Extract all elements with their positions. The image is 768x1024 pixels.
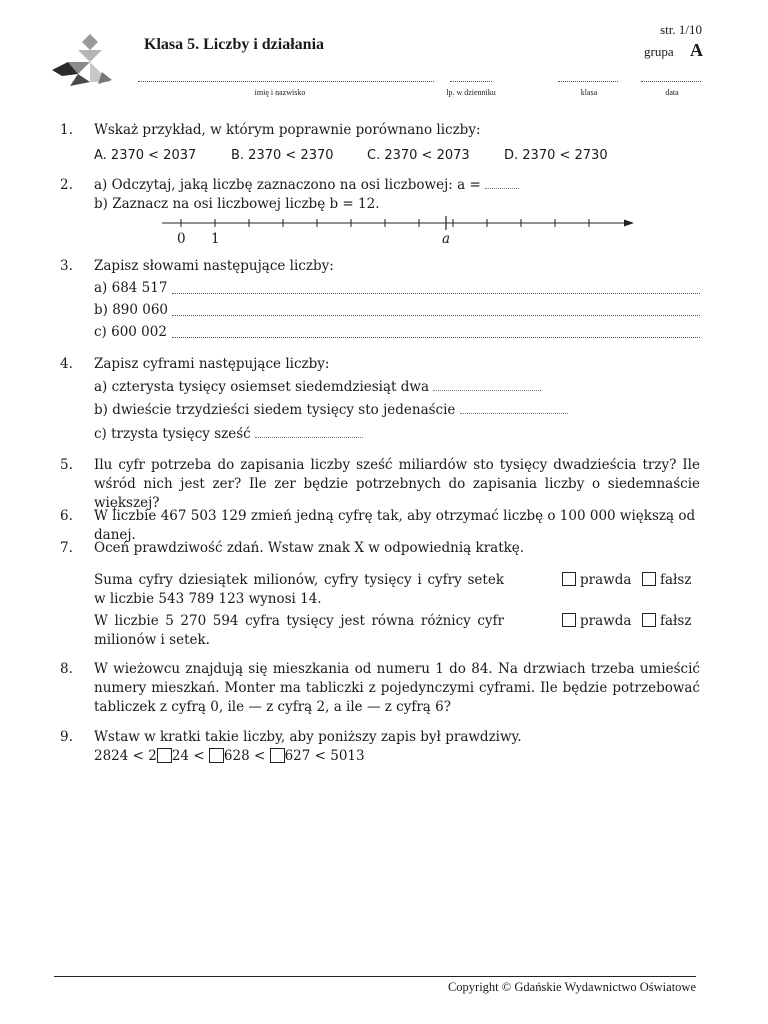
group-value: A [690, 40, 703, 60]
question-2-line-b: b) Zaznacz na osi liczbowej liczbę b = 12. [94, 196, 380, 212]
q7-s1-false-checkbox[interactable] [642, 572, 656, 586]
q9-part-3: 628 < [223, 748, 266, 764]
true-label: prawda [580, 572, 632, 588]
question-2-line-a [94, 176, 700, 195]
false-label: fałsz [660, 613, 692, 629]
q4-b-text: b) dwieście trzydzieści siedem tysięcy sto jedenaście [94, 402, 456, 418]
question-number: 7. [60, 540, 73, 556]
publisher-logo [48, 32, 116, 88]
q7-s1-true-option[interactable] [562, 571, 631, 590]
q7-s2-false-option[interactable] [642, 612, 691, 631]
q4-item-b [94, 401, 700, 420]
number-line[interactable] [160, 214, 640, 234]
q7-s1-true-checkbox[interactable] [562, 572, 576, 586]
q4-item-a [94, 378, 700, 397]
question-6-text: W liczbie 467 503 129 zmień jedną cyfrę tak, aby otrzymać liczbę o 100 000 większą od danej. [94, 508, 696, 543]
q3-answer-a[interactable] [172, 293, 700, 294]
question-number: 9. [60, 729, 73, 745]
name-field[interactable] [138, 81, 434, 82]
copyright: Copyright © Gdańskie Wydawnictwo Oświatowe [447, 980, 696, 994]
date-field[interactable] [641, 81, 701, 82]
true-label: prawda [580, 613, 632, 629]
q7-s1-false-option[interactable] [642, 571, 691, 590]
question-1-text: Wskaż przykład, w którym poprawnie porównano liczby: [94, 122, 481, 138]
q7-s2-true-option[interactable] [562, 612, 631, 631]
question-4-text: Zapisz cyframi następujące liczby: [94, 356, 330, 372]
question-number: 5. [60, 457, 73, 473]
q7-s2-false-checkbox[interactable] [642, 613, 656, 627]
q2-a-text: a) Odczytaj, jaką liczbę zaznaczono na osi liczbowej: a = [94, 177, 481, 193]
page-number: str. 1/10 [660, 22, 702, 37]
q1-option-a[interactable]: A. 2370 < 2037 [94, 148, 197, 163]
class-number-field[interactable] [450, 81, 492, 82]
question-9-text: Wstaw w kratki takie liczby, aby poniższy zapis był prawdziwy. [94, 729, 522, 745]
question-7-text: Oceń prawdziwość zdań. Wstaw znak X w odpowiednią kratkę. [94, 540, 525, 556]
q4-answer-b[interactable] [460, 401, 568, 414]
q3-answer-c[interactable] [172, 337, 700, 338]
q4-item-c [94, 425, 700, 444]
group-label: grupa [644, 44, 674, 59]
question-number: 2. [60, 177, 73, 193]
q9-box-3[interactable] [270, 748, 285, 763]
q3-item-c: c) 600 002 [94, 324, 167, 340]
footer-divider [54, 976, 696, 977]
question-3-text: Zapisz słowami następujące liczby: [94, 258, 334, 274]
q9-part-1: 2824 < 2 [94, 748, 157, 764]
question-number: 3. [60, 258, 73, 274]
q7-statement-1: Suma cyfry dziesiątek milionów, cyfry tysięcy i cyfry setek w liczbie 543 789 123 wynosi 14. [94, 572, 504, 607]
q1-option-b[interactable]: B. 2370 < 2370 [231, 148, 334, 163]
worksheet-title: Klasa 5. Liczby i działania [144, 36, 325, 53]
q2-answer-field[interactable] [485, 176, 519, 189]
question-8-text: W wieżowcu znajdują się mieszkania od numeru 1 do 84. Na drzwiach trzeba umieścić numery mieszkań. Monter ma tabliczki z pojedynczymi cyframi. Ile będzie potrzebować tabliczek z cyfrą 0, ile — z cyfrą 2, a ile — z cyfrą 6? [94, 661, 700, 715]
false-label: fałsz [660, 572, 692, 588]
q3-item-a: a) 684 517 [94, 280, 168, 296]
class-field[interactable] [558, 81, 618, 82]
class-caption: klasa [580, 88, 598, 97]
q7-s2-true-checkbox[interactable] [562, 613, 576, 627]
number-line-label-0: 0 [177, 231, 186, 247]
q9-part-4: 627 < 5013 [284, 748, 365, 764]
q3-answer-b[interactable] [172, 315, 700, 316]
q4-answer-a[interactable] [433, 378, 541, 391]
question-number: 1. [60, 122, 73, 138]
number-line-label-a: a [442, 231, 451, 247]
name-field-caption: imię i nazwisko [254, 88, 306, 97]
q9-box-1[interactable] [157, 748, 172, 763]
q4-a-text: a) czterysta tysięcy osiemset siedemdziesiąt dwa [94, 379, 430, 395]
q4-c-text: c) trzysta tysięcy sześć [94, 426, 251, 442]
number-line-label-1: 1 [211, 231, 220, 247]
q3-item-b: b) 890 060 [94, 302, 169, 318]
q9-inequality [94, 747, 365, 766]
date-caption: data [665, 88, 679, 97]
q1-option-c[interactable]: C. 2370 < 2073 [367, 148, 470, 163]
question-number: 6. [60, 508, 73, 524]
question-5-text: Ilu cyfr potrzeba do zapisania liczby sześć miliardów sto tysięcy dwadzieścia trzy? Ile wśród nich jest zer? Ile zer będzie potrzebnych do zapisania liczby o siedemnaście większej? [94, 457, 700, 511]
q7-statement-2: W liczbie 5 270 594 cyfra tysięcy jest równa różnicy cyfr milionów i setek. [94, 613, 504, 648]
q1-option-d[interactable]: D. 2370 < 2730 [504, 148, 608, 163]
class-number-caption: lp. w dzienniku [446, 88, 496, 97]
question-number: 4. [60, 356, 73, 372]
question-number: 8. [60, 661, 73, 677]
q9-part-2: 24 < [171, 748, 205, 764]
q4-answer-c[interactable] [255, 425, 363, 438]
q9-box-2[interactable] [209, 748, 224, 763]
